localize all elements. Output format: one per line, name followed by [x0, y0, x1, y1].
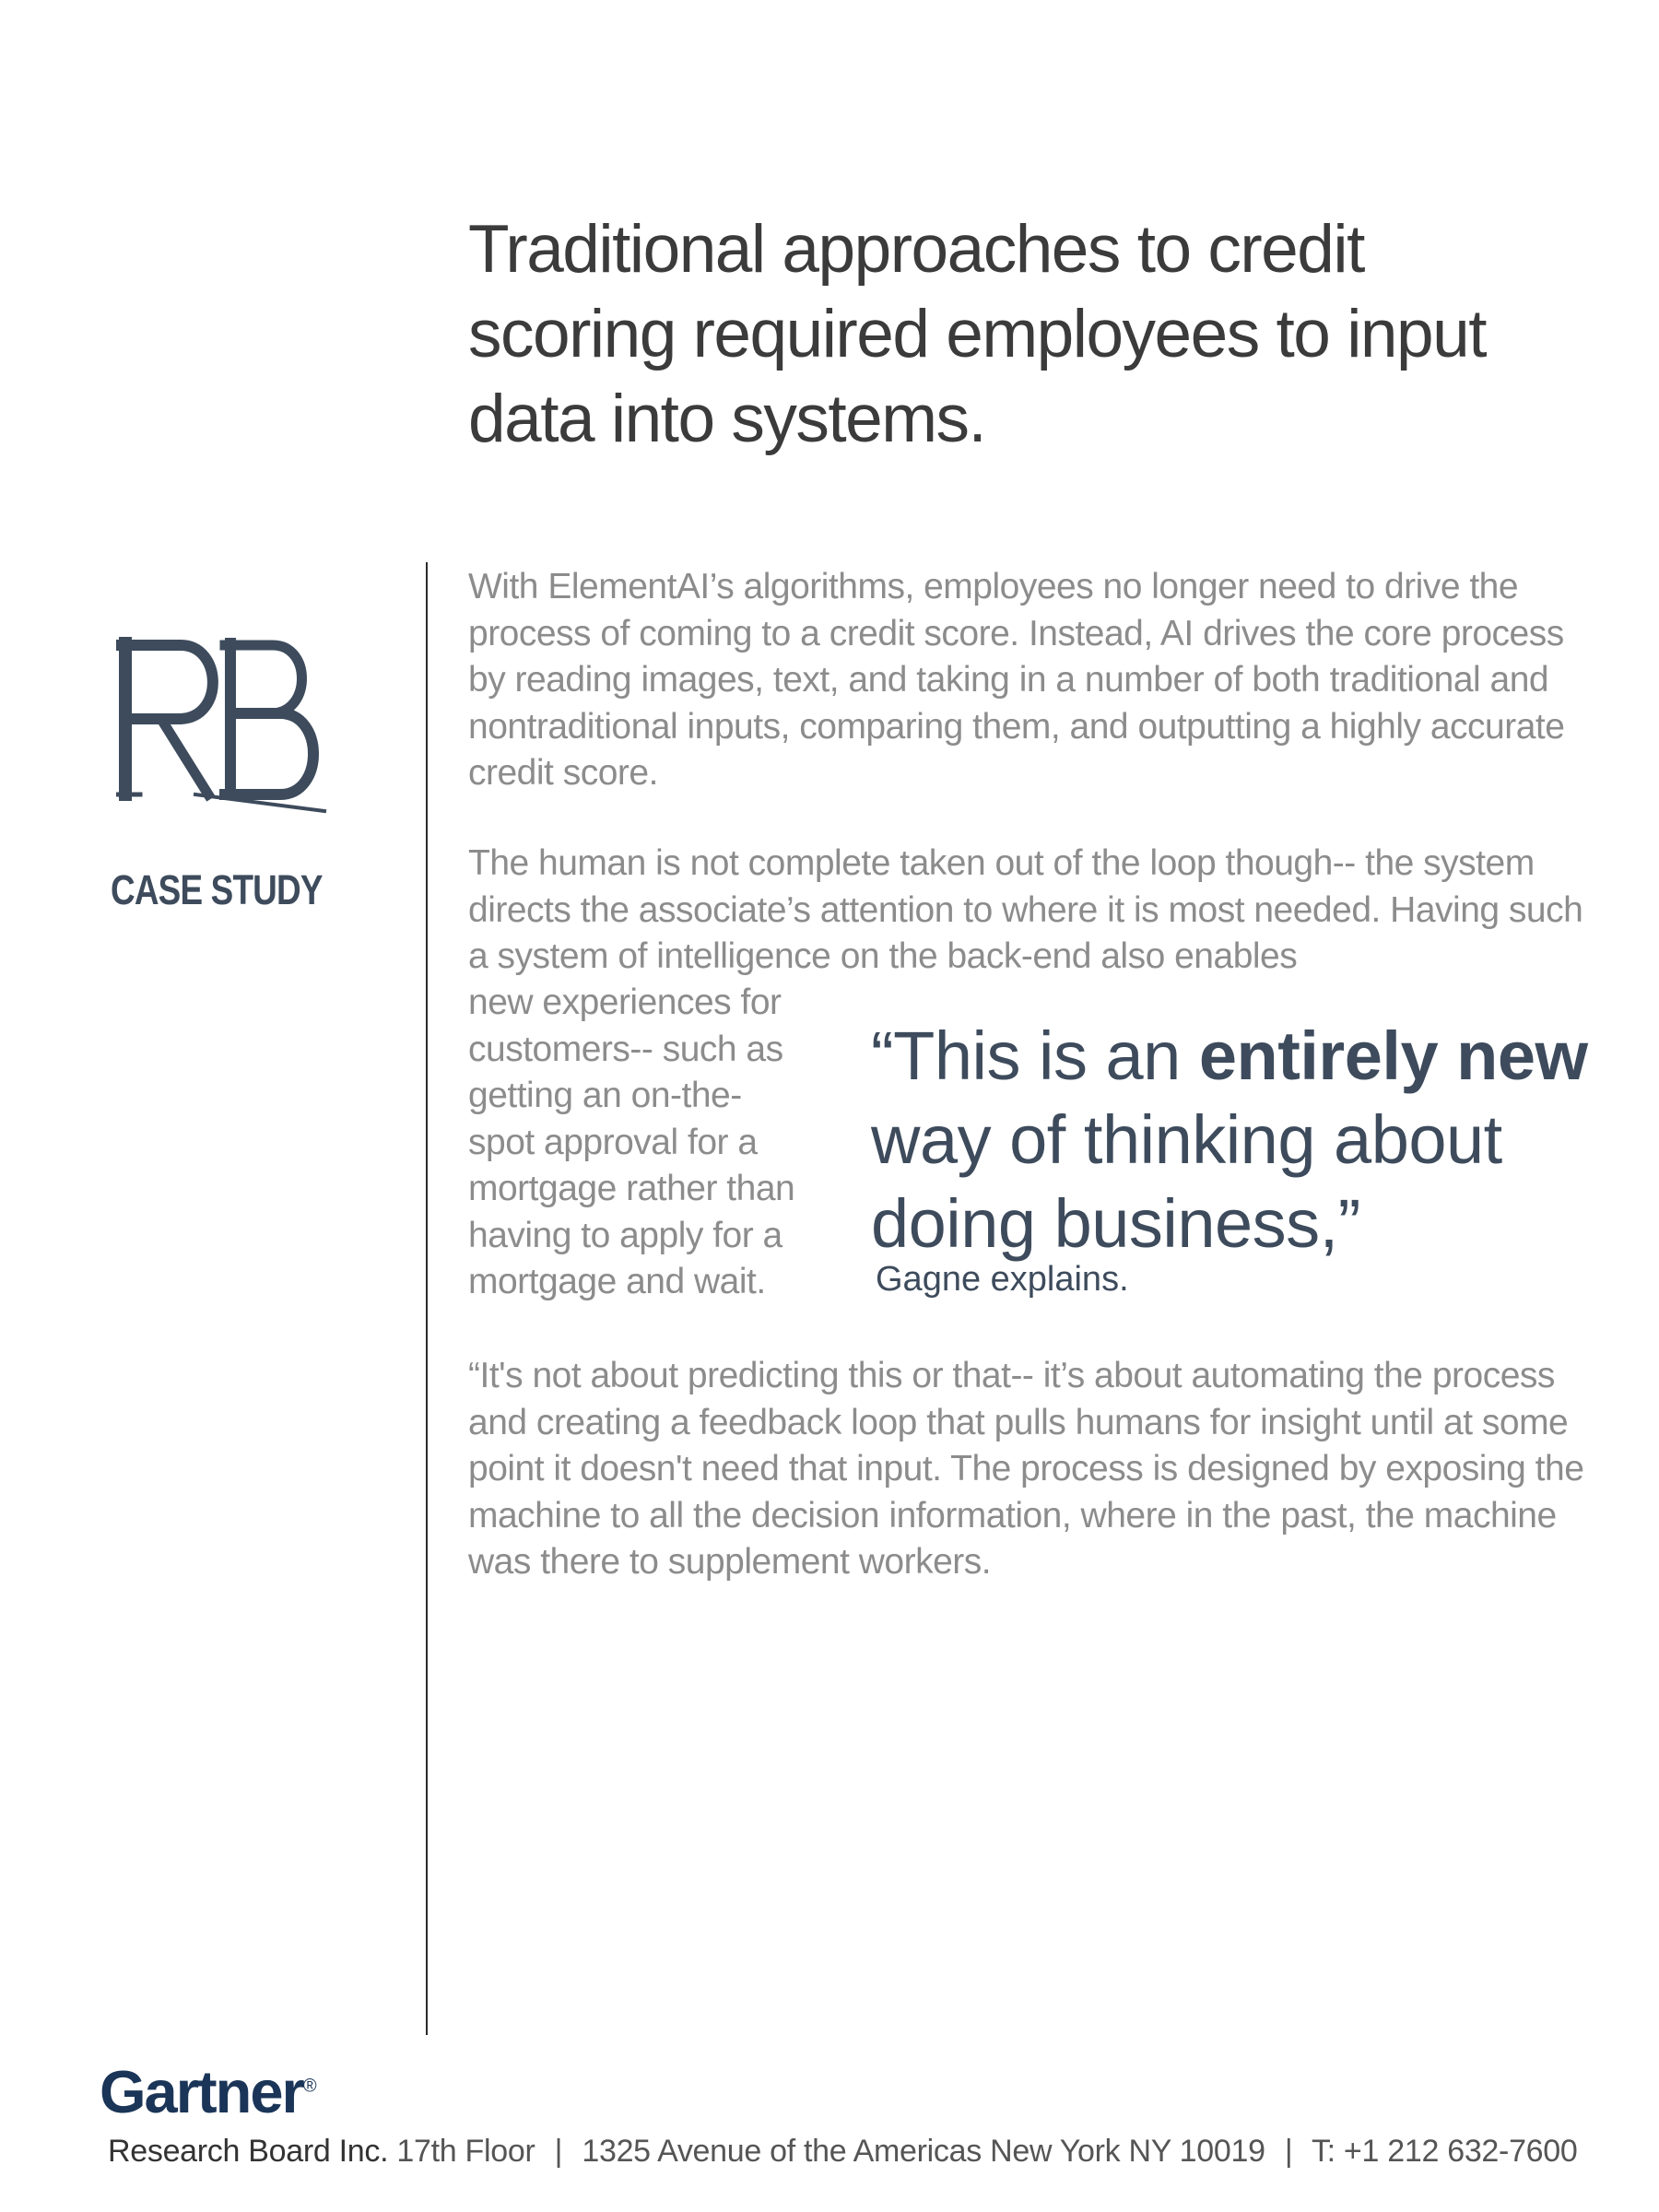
headline-line-2: scoring required employees to input [468, 297, 1486, 371]
narrow-line: spot approval for a [468, 1122, 758, 1162]
footer-floor: 17th Floor [396, 2134, 535, 2169]
narrow-line: having to apply for a [468, 1215, 782, 1255]
footer-address [108, 2134, 1578, 2170]
body-paragraph-2-continued [468, 980, 837, 1306]
narrow-line: new experiences for [468, 982, 782, 1022]
pull-quote-emphasis: entirely new [1198, 1018, 1588, 1094]
rb-logo [116, 636, 328, 820]
headline-line-3: data into systems. [468, 382, 986, 456]
gartner-brand: Gartner [100, 2058, 303, 2125]
pull-quote-part-3: way of thinking about doing business,” [871, 1101, 1502, 1262]
case-study-label: CASE STUDY [111, 866, 323, 913]
narrow-line: customers-- such as [468, 1029, 783, 1069]
footer-phone: T: +1 212 632-7600 [1311, 2134, 1578, 2169]
body-paragraph-2: The human is not complete taken out of the loop though-- the system directs the associate’s attention to where it is most needed. Having such a system of intelligence on the back-end also enables [468, 843, 1583, 976]
body-paragraph-3: “It's not about predicting this or that-- it’s about automating the process and creating a feedback loop that pulls humans for insight until at some point it doesn't need that input. The process is designed by exposing the machine to all the decision information, where in the past, the machine was there to supplement workers. [468, 1356, 1584, 1582]
vertical-divider [426, 562, 428, 2035]
gartner-logo [100, 2057, 317, 2126]
body-paragraph-1: With ElementAI’s algorithms, employees no longer need to drive the process of coming to a credit score. Instead, AI drives the core process by reading images, text, and taking in a number of both traditional and nontraditional inputs, comparing them, and outputting a highly accurate credit score. [468, 567, 1565, 793]
footer-separator: | [554, 2134, 563, 2169]
narrow-line: getting an on-the- [468, 1076, 742, 1115]
quote-attribution: Gagne explains. [876, 1260, 1129, 1299]
pull-quote-part-1: “This is an [871, 1018, 1199, 1094]
page-headline [468, 207, 1574, 462]
footer-street: 1325 Avenue of the Americas New York NY 10019 [582, 2134, 1265, 2169]
footer-company: Research Board Inc. [108, 2134, 389, 2169]
registered-mark: ® [302, 2076, 317, 2097]
footer-separator: | [1284, 2134, 1293, 2169]
narrow-line: mortgage rather than [468, 1169, 795, 1208]
headline-line-1: Traditional approaches to credit [468, 212, 1364, 287]
narrow-line: mortgage and wait. [468, 1262, 766, 1301]
pull-quote [871, 1014, 1608, 1265]
